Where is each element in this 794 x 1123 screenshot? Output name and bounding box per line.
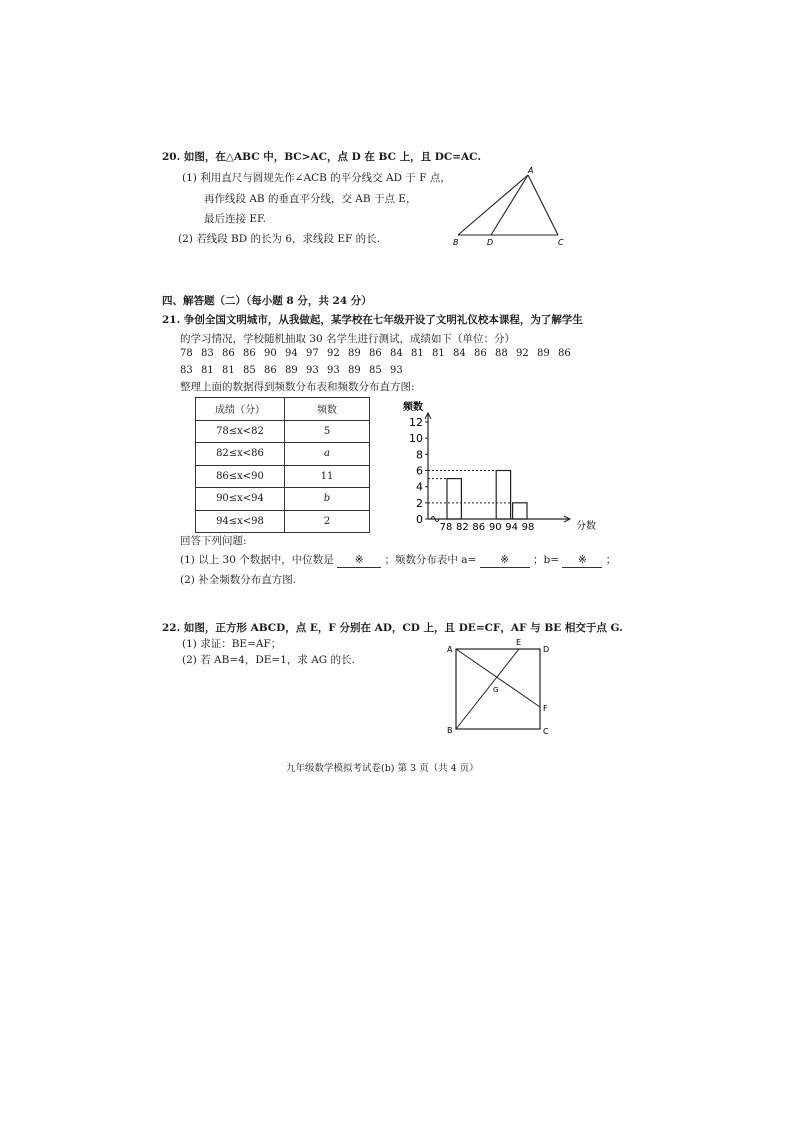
answer-prompt: 回答下列问题:: [180, 535, 247, 547]
segment-ab: [458, 175, 528, 235]
y-tick-label: 6: [416, 464, 423, 478]
score-value: 81: [201, 365, 214, 376]
page-footer: 九年级数学模拟考试卷(b) 第 3 页（共 4 页）: [286, 763, 479, 774]
score-value: 83: [180, 365, 193, 376]
q20-part1-line1: (1) 利用直尺与圆规先作∠ACB 的平分线交 AD 于 F 点，: [182, 172, 451, 184]
range-cell: 78≤x<82: [196, 420, 285, 443]
y-tick-label: 2: [416, 496, 423, 510]
q20-part2: (2) 若线段 BD 的长为 6，求线段 EF 的长.: [178, 233, 381, 245]
q21-sub1-text-d: ；: [605, 554, 617, 566]
segment-ad: [491, 175, 528, 235]
score-value: 86: [222, 348, 235, 359]
range-cell: 90≤x<94: [196, 488, 285, 511]
count-cell: a: [285, 443, 370, 466]
q21-sub1-text-a: (1) 以上 30 个数据中，中位数是: [180, 554, 334, 566]
q21-stem-line2: 的学习情况，学校随机抽取 30 名学生进行测试，成绩如下（单位：分）: [180, 333, 516, 345]
score-value: 88: [495, 348, 508, 359]
label-d: D: [543, 645, 550, 654]
score-value: 93: [390, 365, 403, 376]
label-a: A: [447, 645, 453, 654]
x-tick-label: 78: [439, 522, 453, 533]
range-cell: 86≤x<90: [196, 465, 285, 488]
b-blank: ※: [562, 553, 602, 568]
frequency-histogram: [400, 398, 610, 536]
section-title: 四、解答题（二）（每小题 8 分，共 24 分）: [162, 295, 372, 307]
median-blank: ※: [337, 553, 381, 568]
header-frequency: 频数: [285, 398, 370, 421]
label-c: C: [543, 727, 549, 736]
score-value: 86: [243, 348, 256, 359]
count-cell: 2: [285, 510, 370, 533]
count-cell: 11: [285, 465, 370, 488]
table-row: [196, 465, 370, 488]
score-value: 97: [306, 348, 319, 359]
score-value: 78: [180, 348, 193, 359]
label-b: B: [453, 238, 459, 247]
q20-triangle-figure: [445, 162, 580, 250]
score-value: 81: [432, 348, 445, 359]
score-value: 84: [390, 348, 403, 359]
q21-sub1: [180, 553, 616, 568]
x-tick-label: 82: [456, 522, 469, 533]
score-value: 84: [453, 348, 466, 359]
q20-part1-line3: 最后连接 EF.: [204, 213, 266, 225]
y-tick-label: 0: [416, 513, 423, 526]
histogram-bar: [447, 479, 461, 519]
label-f: F: [543, 704, 548, 713]
score-value: 90: [264, 348, 277, 359]
histogram-xlabel: 分数: [576, 521, 596, 532]
label-e: E: [516, 638, 522, 647]
score-value: 93: [306, 365, 319, 376]
table-caption: 整理上面的数据得到频数分布表和频数分布直方图:: [180, 381, 415, 393]
label-d: D: [487, 238, 494, 247]
score-value: 92: [327, 348, 340, 359]
y-tick-label: 12: [409, 416, 423, 429]
score-value: 89: [348, 365, 361, 376]
score-value: 89: [537, 348, 550, 359]
count-cell: 5: [285, 420, 370, 443]
segment-be: [456, 649, 519, 729]
scores-row-1: [180, 347, 579, 361]
range-cell: 94≤x<98: [196, 510, 285, 533]
score-value: 89: [285, 365, 298, 376]
x-tick-label: 98: [521, 522, 535, 533]
score-value: 86: [264, 365, 277, 376]
score-value: 85: [369, 365, 382, 376]
table-row: [196, 443, 370, 466]
table-header-row: [196, 398, 370, 421]
y-tick-label: 8: [416, 448, 423, 462]
q21-stem-line1: 21. 争创全国文明城市，从我做起，某学校在七年级开设了文明礼仪校本课程，为了解学生: [162, 314, 583, 326]
q20-part1-line2: 再作线段 AB 的垂直平分线，交 AB 于点 E，: [204, 193, 417, 205]
score-value: 81: [222, 365, 235, 376]
frequency-table: [195, 397, 370, 533]
label-b: B: [447, 726, 453, 735]
table-row: [196, 488, 370, 511]
score-value: 81: [411, 348, 424, 359]
score-value: 93: [327, 365, 340, 376]
a-blank: ※: [480, 553, 530, 568]
range-cell: 82≤x<86: [196, 443, 285, 466]
x-tick-label: 86: [472, 522, 486, 533]
table-row: [196, 420, 370, 443]
score-value: 86: [474, 348, 487, 359]
score-value: 85: [243, 365, 256, 376]
q22-part2: (2) 若 AB=4，DE=1，求 AG 的长.: [182, 654, 355, 666]
q21-sub2: (2) 补全频数分布直方图.: [180, 574, 297, 586]
label-a: A: [528, 166, 534, 175]
q21-sub1-text-c: ；b=: [533, 554, 560, 566]
score-value: 83: [201, 348, 214, 359]
q20-stem: 20. 如图，在△ABC 中，BC>AC，点 D 在 BC 上，且 DC=AC.: [162, 151, 481, 163]
score-value: 89: [348, 348, 361, 359]
q22-square-figure: [440, 638, 560, 738]
label-c: C: [558, 238, 564, 247]
header-score: 成绩（分）: [196, 398, 285, 421]
score-value: 86: [369, 348, 382, 359]
y-tick-label: 10: [409, 432, 423, 446]
x-tick-label: 94: [505, 522, 518, 533]
segment-ac: [528, 175, 558, 235]
q22-part1: (1) 求证：BE=AF；: [182, 638, 282, 650]
segment-af: [456, 649, 540, 707]
table-row: [196, 510, 370, 533]
histogram-bar: [496, 471, 510, 520]
score-value: 94: [285, 348, 298, 359]
count-cell: b: [285, 488, 370, 511]
histogram-bar: [513, 503, 527, 519]
q21-sub1-text-b: ；频数分布表中 a=: [384, 554, 477, 566]
score-value: 86: [558, 348, 571, 359]
score-value: 92: [516, 348, 529, 359]
x-tick-label: 90: [488, 522, 502, 533]
label-g: G: [493, 686, 499, 694]
scores-row-2: [180, 364, 411, 378]
q22-stem: 22. 如图，正方形 ABCD，点 E，F 分别在 AD，CD 上，且 DE=CF，AF 与 BE 相交于点 G.: [162, 622, 623, 634]
y-tick-label: 4: [416, 480, 423, 494]
histogram-ylabel: 频数: [403, 402, 423, 413]
